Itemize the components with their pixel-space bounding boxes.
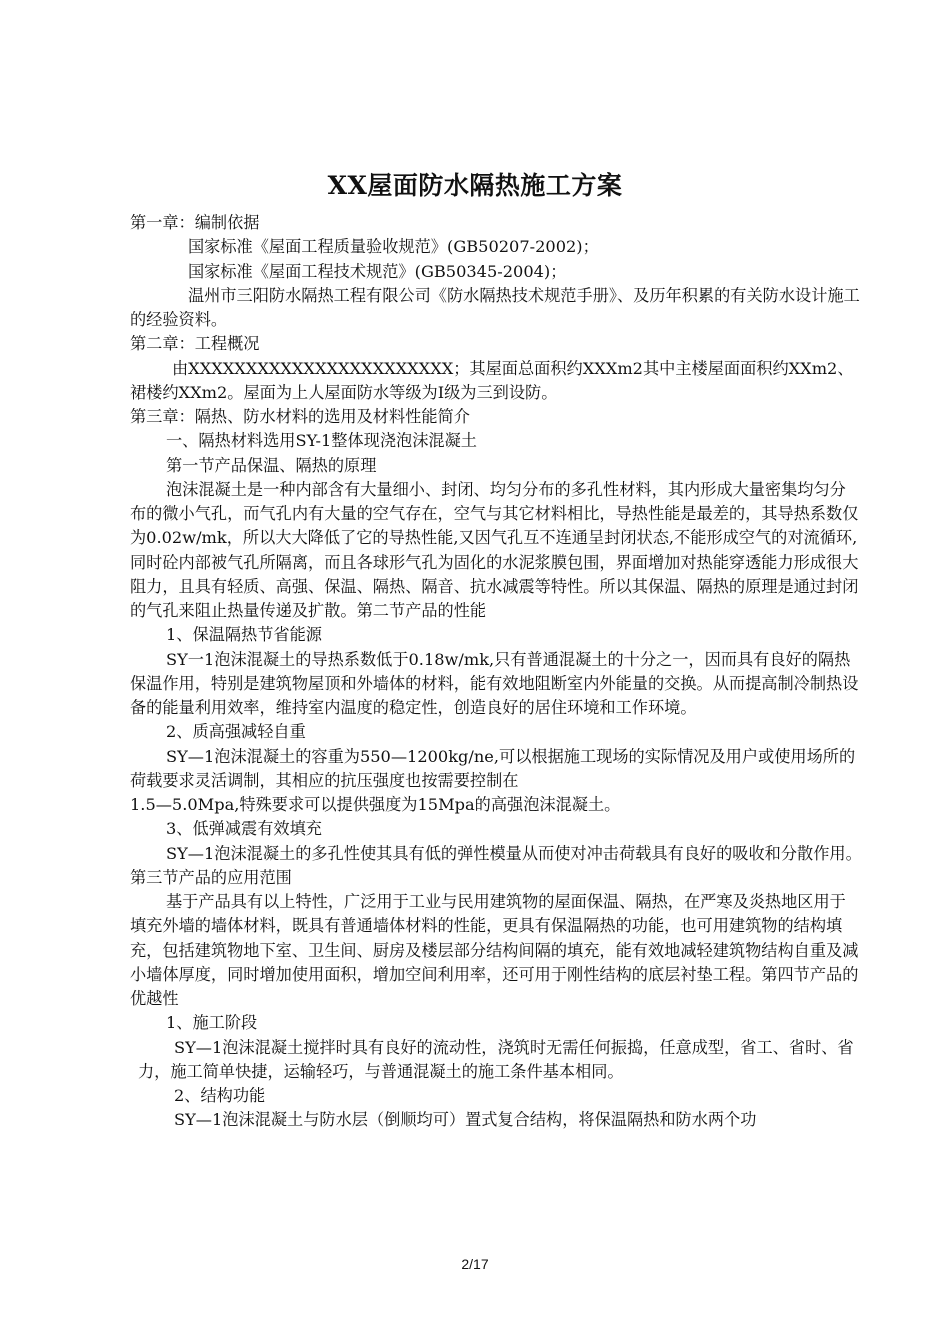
paragraph: SY—1泡沫混凝土搅拌时具有良好的流动性，浇筑时无需任何振捣，任意成型，省工、省时、省力，施工简单快捷，运输轻巧，与普通混凝土的施工条件基本相同。	[138, 1037, 854, 1081]
list-item: 2、质高强减轻自重	[166, 722, 306, 742]
paragraph: SY—1泡沫混凝土的容重为550—1200kg/ne,可以根据施工现场的实际情况及用户或使用场所的荷载要求灵活调制，其相应的抗压强度也按需要控制在	[130, 746, 856, 790]
section-heading: 一、隔热材料选用SY-1整体现浇泡沫混凝土	[166, 431, 477, 451]
subsection-heading: 第一节产品保温、隔热的原理	[166, 455, 377, 475]
paragraph: 泡沫混凝土是一种内部含有大量细小、封闭、均匀分布的多孔性材料，其内形成大量密集均匀分布的微小气孔，而气孔内有大量的空气存在，空气与其它材料相比，导热性能是最差的，其导热系数仅为0.02w/mk，所以大大降低了它的导热性能,又因气孔互不连通呈封闭状态,不能形成空气的对流循环,同时砼内部被气孔所隔离，而且各球形气孔为固化的水泥浆膜包围，界面增加对热能穿透能力形成很大阻力，且具有轻质、高强、保温、隔热、隔音、抗水减震等特性。所以其保温、隔热的原理是通过封闭的气孔来阻止热量传递及扩散。第二节产品的性能	[130, 479, 859, 620]
paragraph: 温州市三阳防水隔热工程有限公司《防水隔热技术规范手册》、及历年积累的有关防水设计施工的经验资料。	[130, 285, 860, 329]
list-item: 1、施工阶段	[166, 1013, 258, 1033]
chapter-heading: 第二章：工程概况	[130, 334, 260, 354]
paragraph: 由XXXXXXXXXXXXXXXXXXXXXXX；其屋面总面积约XXXm2其中主楼屋面面积约XXm2、裙楼约XXm2。屋面为上人屋面防水等级为I级为三到设防。	[130, 358, 854, 402]
paragraph: SY一1泡沫混凝土的导热系数低于0.18w/mk,只有普通混凝土的十分之一，因而具有良好的隔热保温作用，特别是建筑物屋顶和外墙体的材料，能有效地阻断室内外能量的交换。从而提高制冷制热设备的能量利用效率，维持室内温度的稳定性，创造良好的居住环境和工作环境。	[130, 649, 859, 717]
page-number: 2/17	[461, 1256, 489, 1272]
paragraph: 国家标准《屋面工程质量验收规范》(GB50207-2002)；	[188, 237, 599, 257]
paragraph: 国家标准《屋面工程技术规范》(GB50345-2004)；	[188, 261, 567, 281]
list-item: 2、结构功能	[174, 1086, 266, 1105]
document-title: XX屋面防水隔热施工方案	[327, 171, 623, 200]
paragraph: SY—1泡沫混凝土的多孔性使其具有低的弹性模量从而使对冲击荷载具有良好的吸收和分散作用。第三节产品的应用范围	[130, 843, 862, 887]
chapter-heading: 第一章：编制依据	[130, 213, 260, 232]
paragraph: SY—1泡沫混凝土与防水层（倒顺均可）置式复合结构，将保温隔热和防水两个功	[174, 1110, 757, 1130]
list-item: 1、保温隔热节省能源	[166, 625, 322, 645]
document-body	[130, 211, 862, 1133]
list-item: 3、低弹减震有效填充	[166, 819, 322, 839]
paragraph: 基于产品具有以上特性，广泛用于工业与民用建筑物的屋面保温、隔热，在严寒及炎热地区用于填充外墙的墙体材料，既具有普通墙体材料的性能，更具有保温隔热的功能，也可用建筑物的结构填充，包括建筑物地下室、卫生间、厨房及楼层部分结构间隔的填充，能有效地减轻建筑物结构自重及减小墙体厚度，同时增加使用面积，增加空间利用率，还可用于刚性结构的底层衬垫工程。第四节产品的优越性	[130, 892, 859, 1008]
chapter-heading: 第三章：隔热、防水材料的选用及材料性能简介	[130, 407, 470, 426]
paragraph: 1.5—5.0Mpa,特殊要求可以提供强度为15Mpa的高强泡沫混凝土。	[130, 795, 621, 814]
